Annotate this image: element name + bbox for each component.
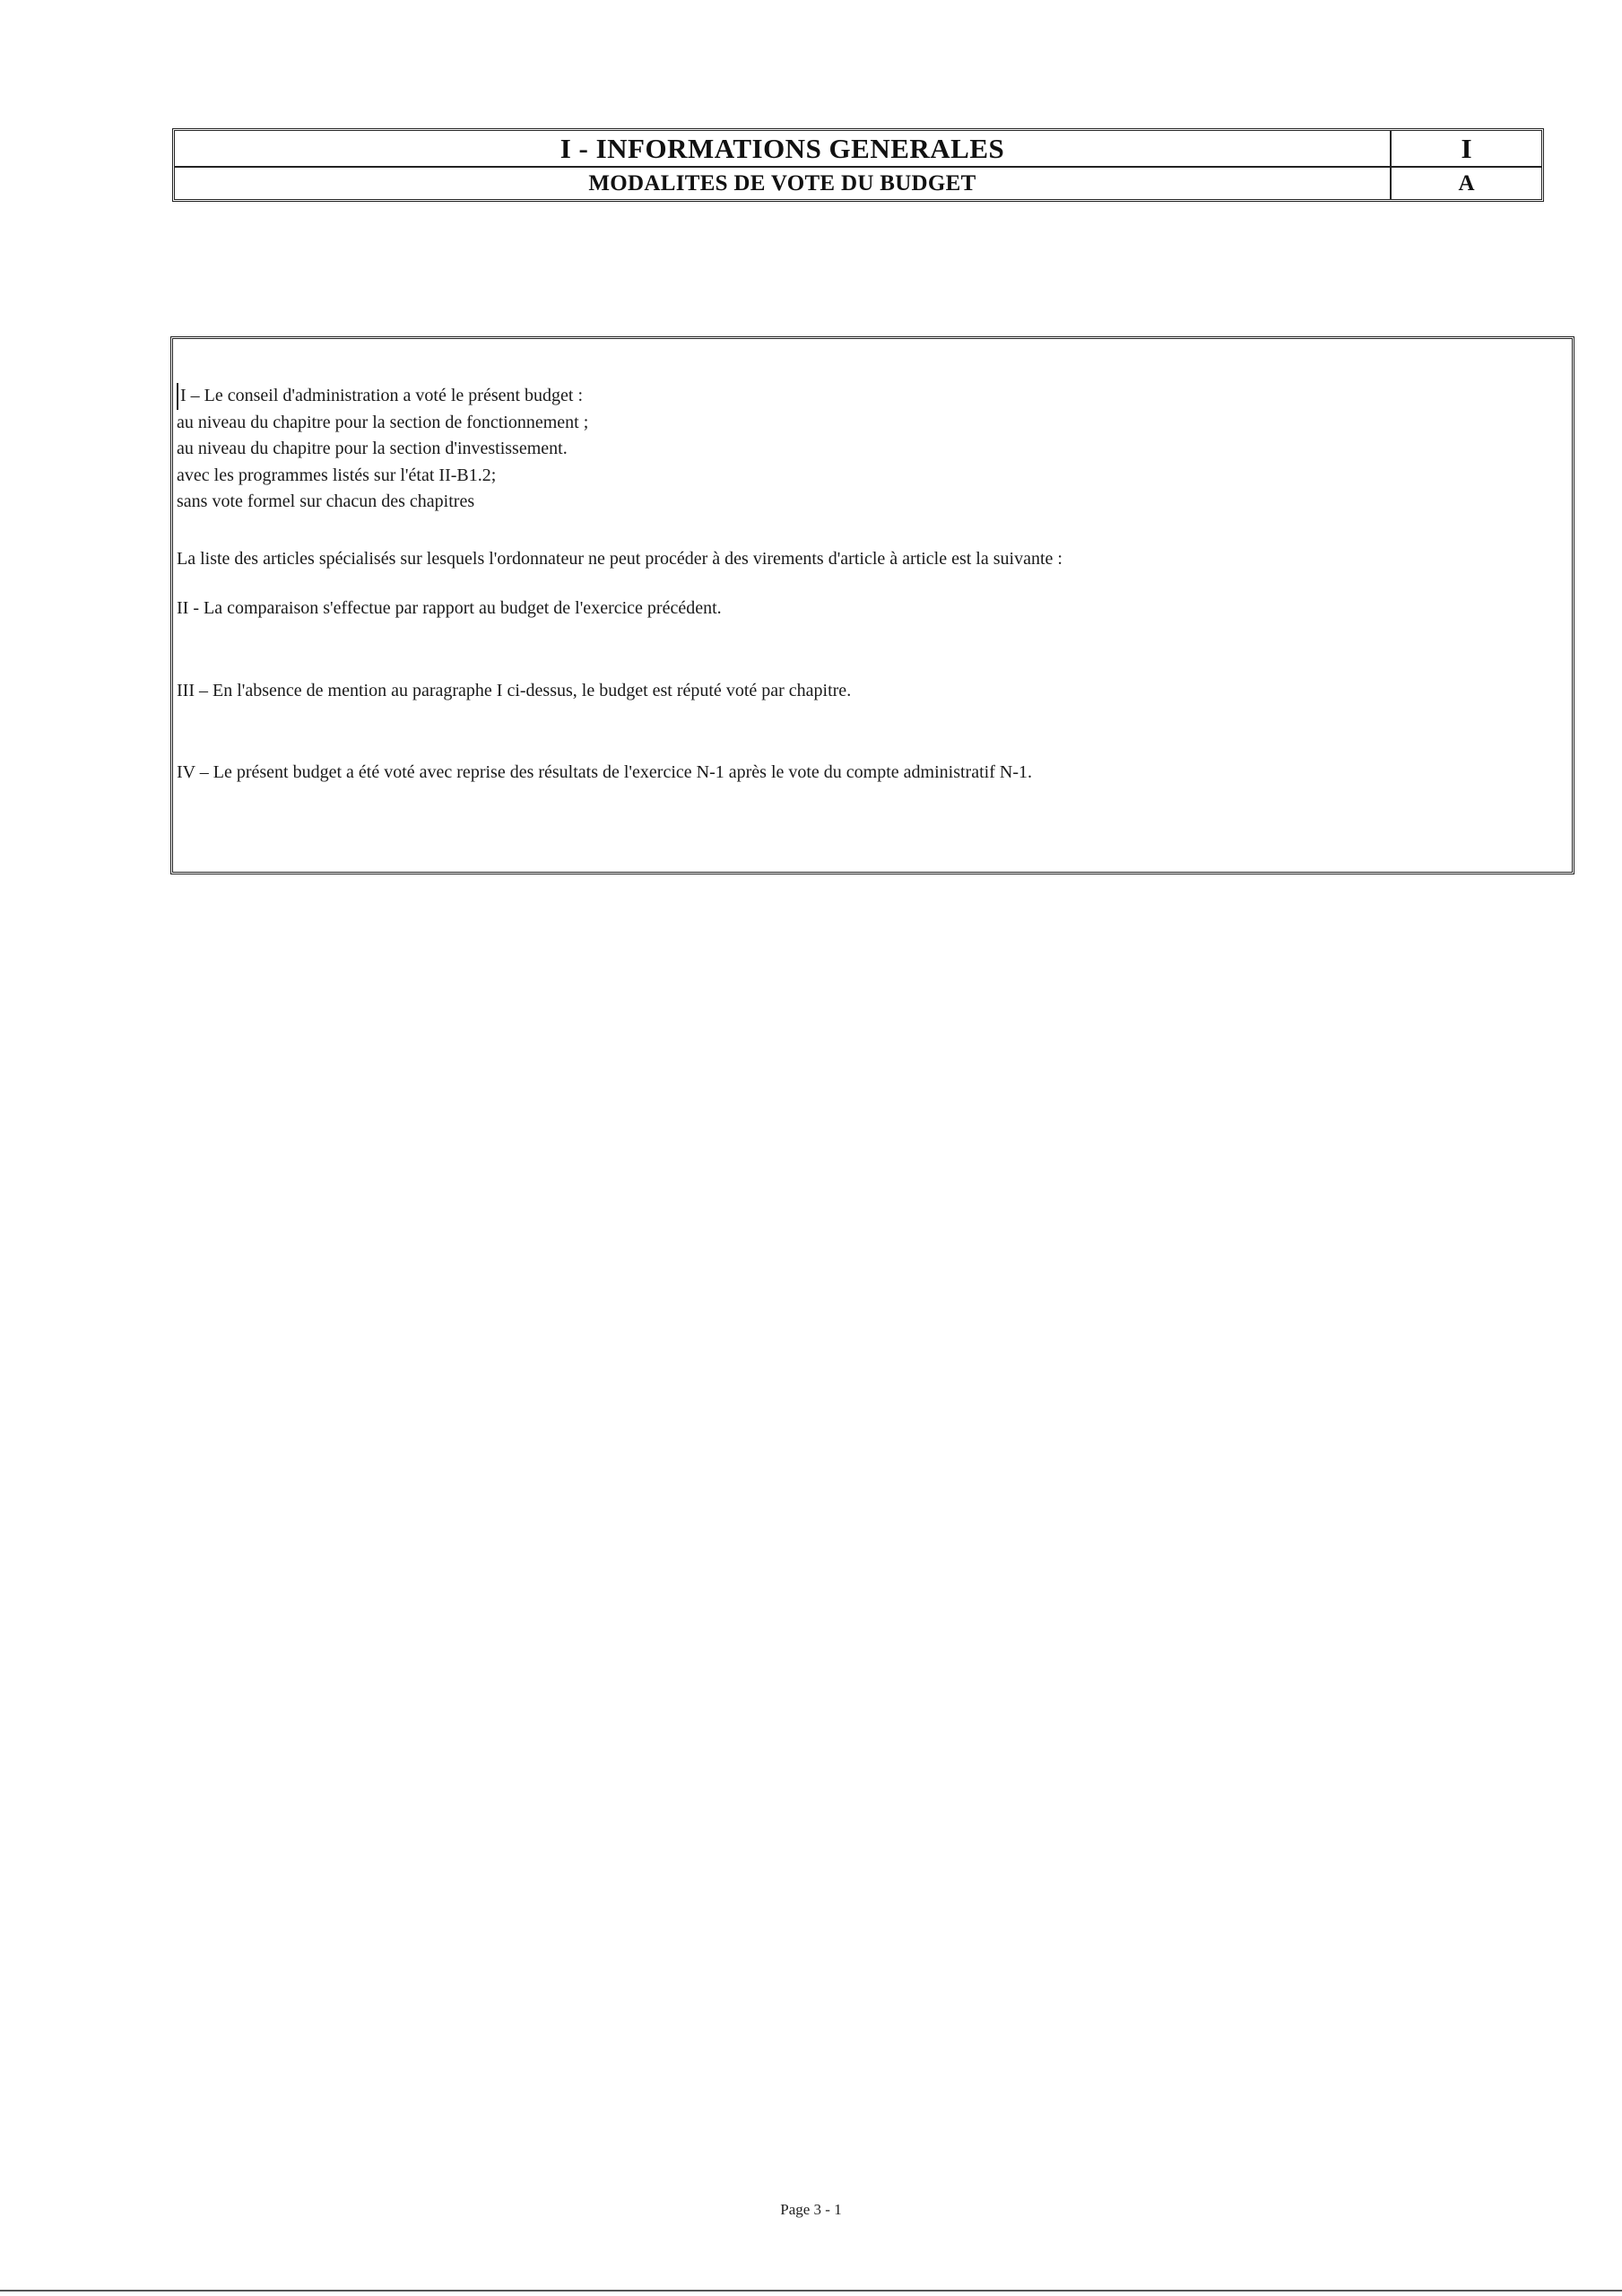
paragraph-iii: III – En l'absence de mention au paragraphe I ci-dessus, le budget est réputé voté par chapitre. — [177, 681, 852, 700]
vote-line: avec les programmes listés sur l'état II-B1.2; — [177, 465, 497, 485]
bottom-divider — [0, 2290, 1622, 2292]
page-number: Page 3 - 1 — [780, 2201, 842, 2218]
section-header-table — [172, 128, 1544, 202]
vote-line: au niveau du chapitre pour la section d'investissement. — [177, 439, 568, 458]
vote-line: sans vote formel sur chacun des chapitres — [177, 491, 475, 511]
vote-lines-block — [177, 383, 1557, 516]
paragraph-iv: IV – Le présent budget a été voté avec reprise des résultats de l'exercice N-1 après le vote du compte administratif N-1. — [177, 762, 1032, 782]
articles-paragraph: La liste des articles spécialisés sur lesquels l'ordonnateur ne peut procéder à des virements d'article à article est la suivante : — [177, 549, 1063, 569]
vote-modalities-box — [170, 336, 1574, 874]
vote-line: au niveau du chapitre pour la section de fonctionnement ; — [177, 412, 589, 432]
section-code: I — [1461, 132, 1472, 164]
subsection-code: A — [1458, 170, 1475, 196]
header-row-title — [175, 131, 1541, 168]
vote-line: I – Le conseil d'administration a voté le présent budget : — [177, 383, 1557, 410]
section-title: I - INFORMATIONS GENERALES — [175, 131, 1392, 166]
paragraph-ii: II - La comparaison s'effectue par rapport au budget de l'exercice précédent. — [177, 598, 722, 618]
header-row-subtitle — [175, 168, 1541, 199]
subsection-title: MODALITES DE VOTE DU BUDGET — [175, 168, 1392, 199]
